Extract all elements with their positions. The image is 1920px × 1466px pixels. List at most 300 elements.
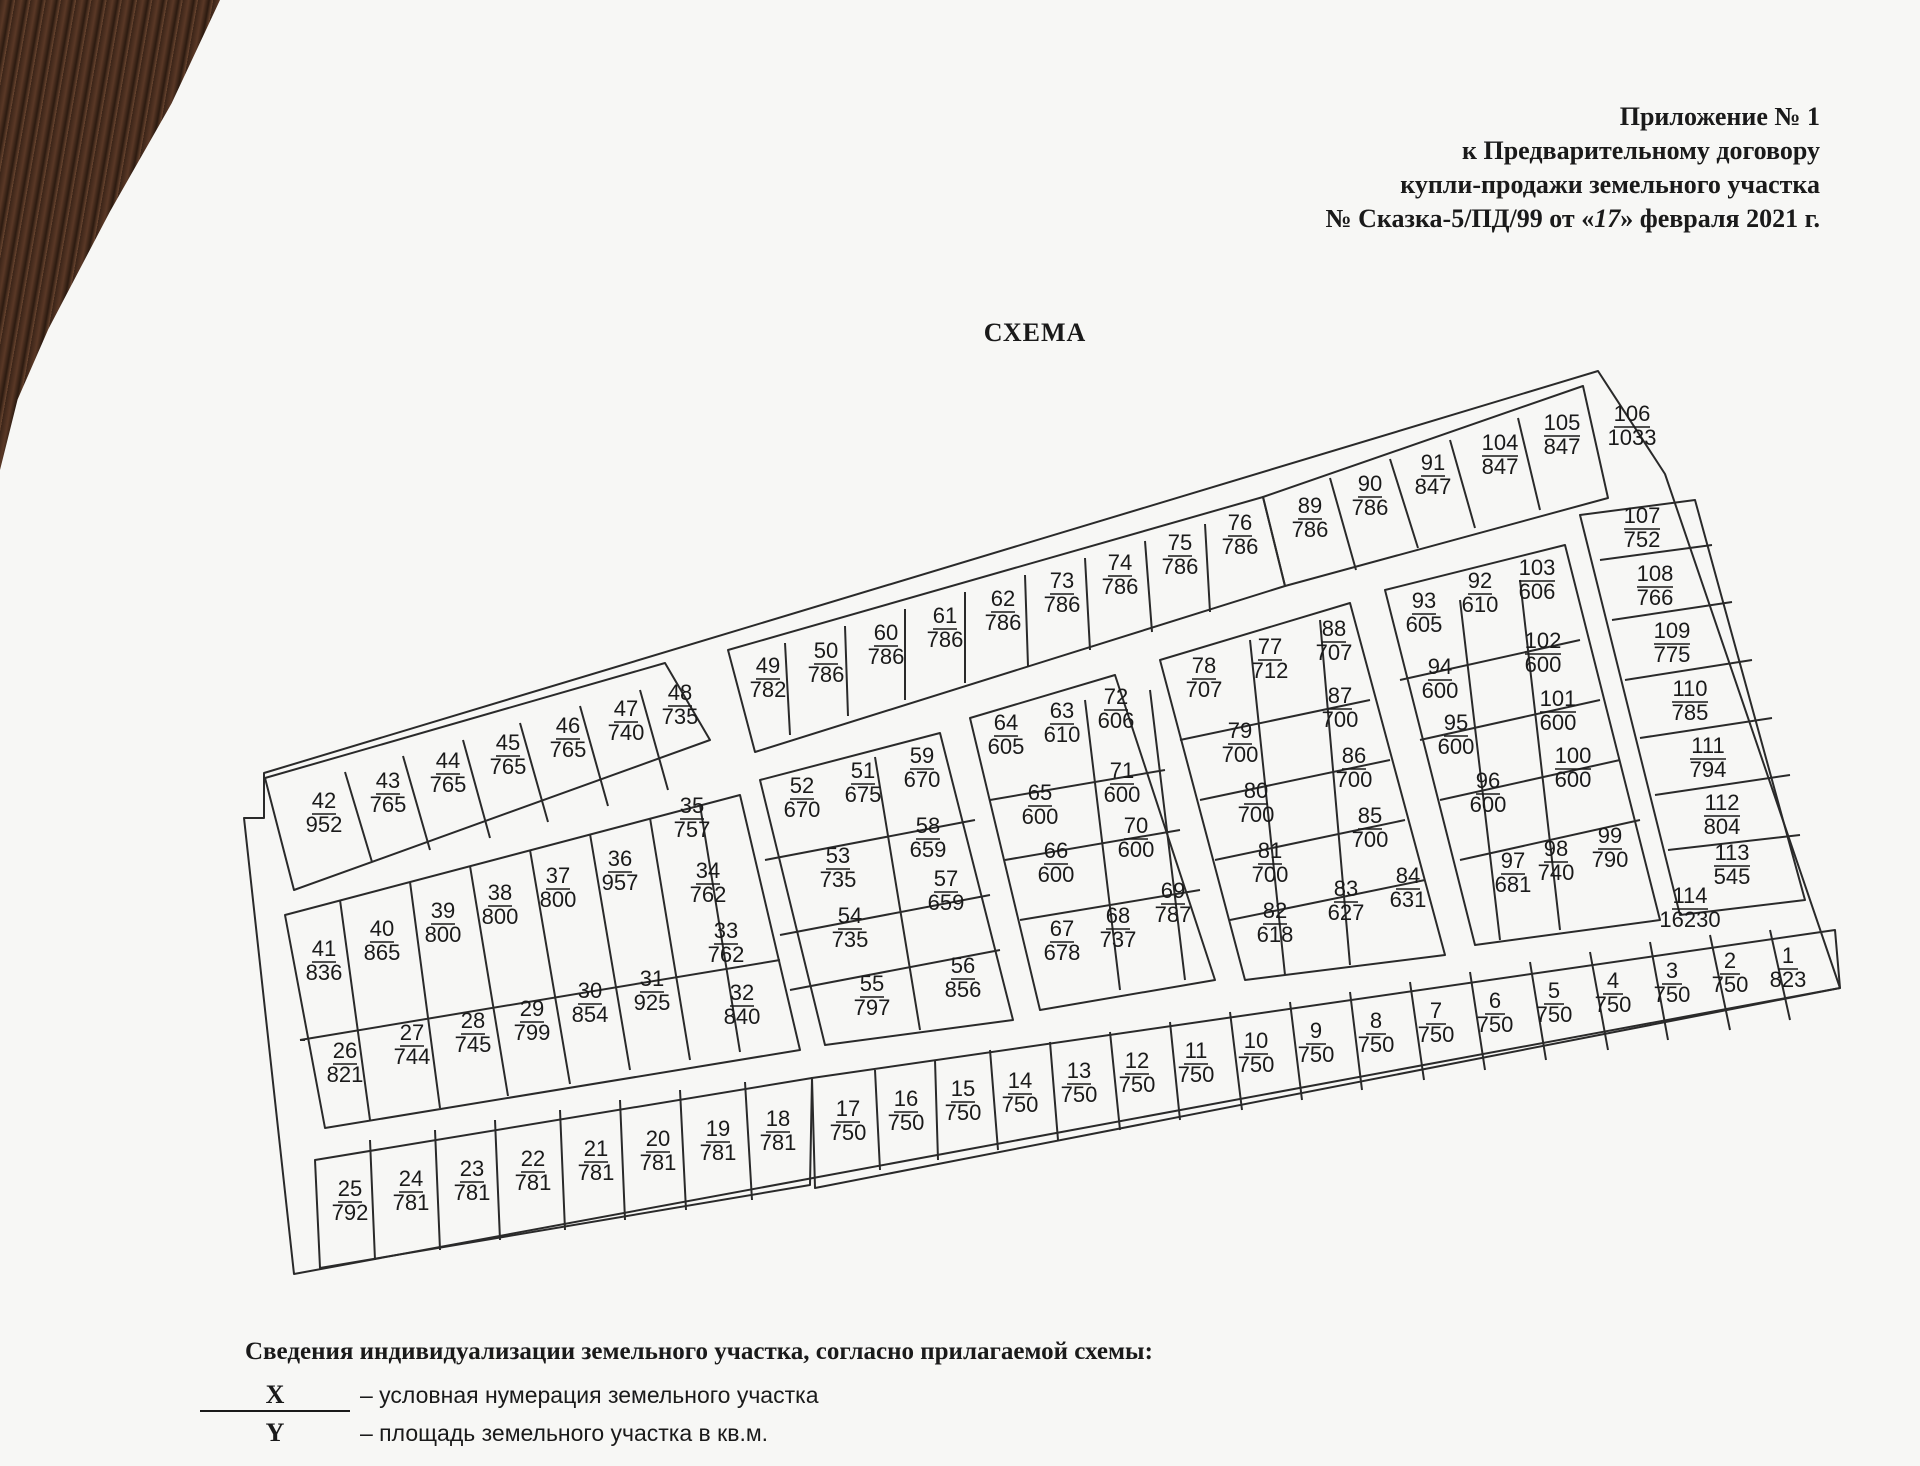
plot-number: 96 [1475,768,1501,793]
plot-18 [760,1106,797,1155]
plot-area: 16230 [1659,907,1721,932]
plot-number: 105 [1543,410,1581,435]
plot-42 [306,788,343,837]
plot-56 [945,953,982,1002]
plot-number: 61 [932,603,958,628]
plot-area: 600 [1103,782,1141,807]
plot-number: 62 [990,586,1016,611]
plot-area: 606 [1097,708,1135,733]
plot-number: 86 [1341,743,1367,768]
plot-area: 600 [1021,804,1059,829]
header-line-1: Приложение № 1 [1619,102,1820,131]
plot-7 [1418,998,1455,1047]
plot-number: 21 [583,1136,609,1161]
plot-number: 60 [873,620,899,645]
plot-area: 786 [1161,554,1199,579]
plot-66 [1038,838,1075,887]
plot-area: 781 [699,1140,737,1165]
plot-area: 847 [1414,474,1452,499]
plot-75 [1162,530,1199,579]
plot-20 [640,1126,677,1175]
plot-41 [306,936,343,985]
plot-area: 800 [424,922,462,947]
plot-number: 46 [555,713,581,738]
plot-number: 64 [993,710,1019,735]
plot-102 [1525,628,1562,677]
plot-area: 610 [1043,722,1081,747]
legend-text-x: – условная нумерация земельного участка [360,1382,819,1408]
plot-number: 90 [1357,471,1383,496]
plot-95 [1438,710,1475,759]
plot-number: 92 [1467,568,1493,593]
plot-number: 4 [1606,968,1620,993]
plot-area: 700 [1251,862,1289,887]
plot-25 [332,1176,369,1225]
plot-54 [832,903,869,952]
header-line-4-suffix: » февраля 2021 г. [1620,204,1820,233]
plot-8 [1358,1008,1395,1057]
plot-9 [1298,1018,1335,1067]
plot-86 [1336,743,1373,792]
plot-number: 27 [399,1020,425,1045]
plot-area: 782 [749,677,787,702]
plot-area: 823 [1769,967,1807,992]
plot-number: 85 [1357,803,1383,828]
plot-49 [750,653,787,702]
plot-area: 600 [1421,678,1459,703]
plot-number: 36 [607,846,633,871]
plot-area: 750 [1535,1002,1573,1027]
plot-6 [1477,988,1514,1037]
plot-area: 600 [1524,652,1562,677]
plot-number: 83 [1333,876,1359,901]
plot-area: 659 [927,890,965,915]
plot-number: 88 [1321,616,1347,641]
plot-10 [1238,1028,1275,1077]
plot-106 [1608,401,1657,450]
plot-number: 71 [1109,758,1135,783]
plot-area: 952 [305,812,343,837]
plot-area: 700 [1335,767,1373,792]
plot-area: 799 [513,1020,551,1045]
plot-area: 735 [831,927,869,952]
plot-area: 700 [1221,742,1259,767]
plot-number: 103 [1518,555,1556,580]
plot-109 [1654,618,1691,667]
plot-area: 786 [1043,592,1081,617]
plot-number: 110 [1672,676,1708,701]
plot-area: 744 [393,1044,431,1069]
plot-number: 22 [520,1146,546,1171]
plot-area: 786 [867,644,905,669]
plot-area: 750 [1177,1062,1215,1087]
plot-area: 600 [1117,837,1155,862]
plot-43 [370,768,407,817]
plot-area: 750 [1118,1072,1156,1097]
legend-text-y: – площадь земельного участка в кв.м. [360,1420,769,1446]
plot-48 [662,680,699,729]
plot-113 [1714,840,1751,889]
plot-area: 750 [1711,972,1749,997]
plot-85 [1352,803,1389,852]
plot-number: 1 [1781,943,1795,968]
plot-83 [1328,876,1365,925]
plot-32 [724,980,761,1029]
legend-symbol-x: X [200,1380,350,1412]
plot-number: 97 [1500,848,1526,873]
plot-number: 31 [639,966,665,991]
plot-number: 76 [1227,510,1253,535]
plot-area: 700 [1237,802,1275,827]
plot-47 [608,696,645,745]
plot-98 [1538,836,1575,885]
plot-area: 1033 [1607,425,1657,450]
plot-74 [1102,550,1139,599]
plot-number: 100 [1554,743,1592,768]
plot-number: 69 [1160,878,1186,903]
handwritten-day: 17 [1594,204,1621,233]
plot-area: 856 [944,977,982,1002]
scheme-title: СХЕМА [983,318,1087,347]
plot-22 [515,1146,552,1195]
plot-number: 94 [1427,654,1453,679]
plot-62 [985,586,1022,635]
plot-73 [1044,568,1081,617]
plot-28 [455,1008,492,1057]
plot-93 [1406,588,1443,637]
plot-number: 16 [893,1086,919,1111]
plot-number: 25 [337,1176,363,1201]
plot-number: 9 [1309,1018,1323,1043]
plot-104 [1482,430,1519,479]
plot-area: 786 [1291,517,1329,542]
plot-100 [1555,743,1592,792]
plot-52 [784,773,821,822]
plot-area: 786 [926,627,964,652]
plot-69 [1155,878,1192,927]
plot-area: 762 [707,942,745,967]
plot-2 [1712,948,1749,997]
plot-40 [364,916,401,965]
plot-number: 89 [1297,493,1323,518]
plot-number: 48 [667,680,693,705]
plot-45 [490,730,527,779]
plot-number: 114 [1672,883,1708,908]
plot-number: 75 [1167,530,1193,555]
plot-77 [1252,634,1289,683]
plot-50 [808,638,845,687]
plot-number: 43 [375,768,401,793]
plot-number: 79 [1227,718,1253,743]
plot-number: 87 [1327,683,1353,708]
plot-99 [1592,823,1629,872]
plot-number: 19 [705,1116,731,1141]
plot-area: 765 [549,737,587,762]
plot-area: 762 [689,882,727,907]
plot-area: 765 [489,754,527,779]
plot-area: 750 [1060,1082,1098,1107]
plot-26 [327,1038,364,1087]
plot-55 [854,971,891,1020]
plot-97 [1495,848,1532,897]
plot-area: 670 [783,797,821,822]
plot-area: 627 [1327,900,1365,925]
plot-area: 600 [1469,792,1507,817]
plot-number: 34 [695,858,721,883]
plot-number: 28 [460,1008,486,1033]
plot-number: 91 [1420,450,1446,475]
plot-number: 14 [1007,1068,1033,1093]
legend-row-area [200,1418,768,1450]
plot-area: 700 [1351,827,1389,852]
plot-71 [1104,758,1141,807]
plot-61 [927,603,964,652]
plot-number: 65 [1027,780,1053,805]
plot-70 [1118,813,1155,862]
plot-90 [1352,471,1389,520]
plot-area: 786 [807,662,845,687]
plot-area: 865 [363,940,401,965]
plot-64 [988,710,1025,759]
plot-107 [1624,503,1661,552]
plot-area: 750 [1476,1012,1514,1037]
plot-area: 610 [1461,592,1499,617]
plot-33 [708,918,745,967]
plot-area: 750 [1653,982,1691,1007]
plot-number: 26 [332,1038,358,1063]
plot-36 [602,846,639,895]
plot-area: 750 [1357,1032,1395,1057]
plot-91 [1415,450,1452,499]
plot-area: 659 [909,837,947,862]
plot-number: 5 [1547,978,1561,1003]
plot-number: 44 [435,748,461,773]
plot-number: 18 [765,1106,791,1131]
plot-11 [1178,1038,1215,1087]
plot-59 [904,743,941,792]
plot-number: 17 [835,1096,861,1121]
plot-number: 102 [1524,628,1562,653]
plot-number: 74 [1107,550,1133,575]
plot-number: 23 [459,1156,485,1181]
plot-72 [1098,684,1135,733]
plot-96 [1470,768,1507,817]
plot-88 [1316,616,1353,665]
plot-number: 11 [1184,1038,1208,1063]
plot-area: 794 [1689,757,1727,782]
plot-area: 790 [1591,847,1629,872]
header-line-2: к Предварительному договору [1462,136,1820,165]
plot-area: 957 [601,870,639,895]
plot-number: 81 [1257,838,1283,863]
plot-number: 93 [1411,588,1437,613]
plot-114 [1659,883,1720,932]
plot-number: 47 [613,696,639,721]
plot-area: 765 [369,792,407,817]
plot-number: 33 [713,918,739,943]
plot-13 [1061,1058,1098,1107]
plot-number: 73 [1049,568,1075,593]
plot-area: 786 [1351,495,1389,520]
plot-number: 7 [1429,998,1443,1023]
plot-area: 631 [1389,887,1427,912]
plot-number: 72 [1103,684,1129,709]
plot-area: 765 [429,772,467,797]
plot-number: 24 [398,1166,424,1191]
plot-number: 58 [915,813,941,838]
header-line-4-prefix: № Сказка-5/ПД/99 от « [1325,204,1595,233]
legend [200,1338,1920,1466]
plot-area: 752 [1623,527,1661,552]
plot-76 [1222,510,1259,559]
plot-92 [1462,568,1499,617]
plot-number: 80 [1243,778,1269,803]
plot-number: 40 [369,916,395,941]
plot-number: 70 [1123,813,1149,838]
plot-37 [540,863,577,912]
plot-number: 20 [645,1126,671,1151]
plot-number: 95 [1443,710,1469,735]
plot-number: 101 [1539,686,1577,711]
plot-number: 35 [679,793,705,818]
plot-number: 52 [789,773,815,798]
plot-area: 750 [829,1120,867,1145]
plot-area: 750 [944,1100,982,1125]
plot-number: 68 [1105,903,1131,928]
plot-60 [868,620,905,669]
plot-number: 108 [1636,561,1674,586]
plot-area: 605 [987,734,1025,759]
plot-area: 681 [1494,872,1532,897]
plot-number: 77 [1257,634,1283,659]
plot-area: 775 [1653,642,1691,667]
plot-29 [514,996,551,1045]
plot-94 [1422,654,1459,703]
plot-number: 29 [519,996,545,1021]
plot-area: 750 [1594,992,1632,1017]
plot-area: 545 [1713,864,1751,889]
plot-68 [1100,903,1137,952]
plot-number: 15 [950,1076,976,1101]
plot-area: 700 [1321,707,1359,732]
plot-21 [578,1136,615,1185]
plot-area: 750 [1417,1022,1455,1047]
plot-area: 854 [571,1002,609,1027]
plot-area: 781 [759,1130,797,1155]
plot-number: 13 [1066,1058,1092,1083]
plot-4 [1595,968,1632,1017]
plot-number: 10 [1243,1028,1269,1053]
plot-area: 800 [539,887,577,912]
plot-3 [1654,958,1691,1007]
block-top-left [265,663,710,890]
plot-number: 84 [1395,863,1421,888]
plot-number: 63 [1049,698,1075,723]
plot-number: 49 [755,653,781,678]
plot-number: 2 [1723,948,1737,973]
plot-area: 797 [853,995,891,1020]
plot-number: 37 [545,863,571,888]
plot-area: 781 [639,1150,677,1175]
plot-area: 712 [1251,658,1289,683]
plot-area: 735 [819,867,857,892]
plot-39 [425,898,462,947]
plot-63 [1044,698,1081,747]
plot-area: 781 [577,1160,615,1185]
plot-15 [945,1076,982,1125]
plot-area: 792 [331,1200,369,1225]
plot-34 [690,858,727,907]
plot-number: 50 [813,638,839,663]
plot-area: 786 [1101,574,1139,599]
plot-31 [634,966,671,1015]
plot-number: 3 [1665,958,1679,983]
plot-area: 600 [1437,734,1475,759]
plot-area: 781 [392,1190,430,1215]
plot-area: 737 [1099,927,1137,952]
plot-area: 800 [481,904,519,929]
plot-number: 12 [1124,1048,1150,1073]
plot-38 [482,880,519,929]
plot-5 [1536,978,1573,1027]
plot-area: 750 [1297,1042,1335,1067]
plot-67 [1044,916,1081,965]
plot-number: 98 [1543,836,1569,861]
plot-area: 605 [1405,612,1443,637]
plot-35 [674,793,711,842]
plot-78 [1186,653,1223,702]
plot-23 [454,1156,491,1205]
plot-area: 766 [1636,585,1674,610]
plot-89 [1292,493,1329,542]
plot-area: 600 [1554,767,1592,792]
plot-area: 786 [984,610,1022,635]
plot-19 [700,1116,737,1165]
legend-symbol-y: Y [265,1418,285,1447]
legend-title: Сведения индивидуализации земельного участка, согласно прилагаемой схемы: [245,1338,1153,1365]
plot-number: 56 [950,953,976,978]
plot-27 [394,1020,431,1069]
plot-area: 750 [1001,1092,1039,1117]
plot-number: 59 [909,743,935,768]
plot-number: 67 [1049,916,1075,941]
plot-82 [1257,898,1294,947]
plot-46 [550,713,587,762]
plot-number: 112 [1704,790,1740,815]
plot-number: 54 [837,903,863,928]
plot-108 [1637,561,1674,610]
plot-14 [1002,1068,1039,1117]
plot-area: 925 [633,990,671,1015]
plot-number: 53 [825,843,851,868]
plot-103 [1519,555,1556,604]
plot-area: 600 [1539,710,1577,735]
plot-44 [430,748,467,797]
plot-number: 32 [729,980,755,1005]
plot-30 [572,978,609,1027]
plot-area: 678 [1043,940,1081,965]
plot-number: 104 [1481,430,1519,455]
plot-area: 745 [454,1032,492,1057]
plot-number: 51 [850,758,876,783]
plot-53 [820,843,857,892]
plot-112 [1704,790,1741,839]
plot-number: 57 [933,866,959,891]
plot-area: 804 [1703,814,1741,839]
plot-111 [1690,733,1727,782]
plot-area: 735 [661,704,699,729]
plot-87 [1322,683,1359,732]
